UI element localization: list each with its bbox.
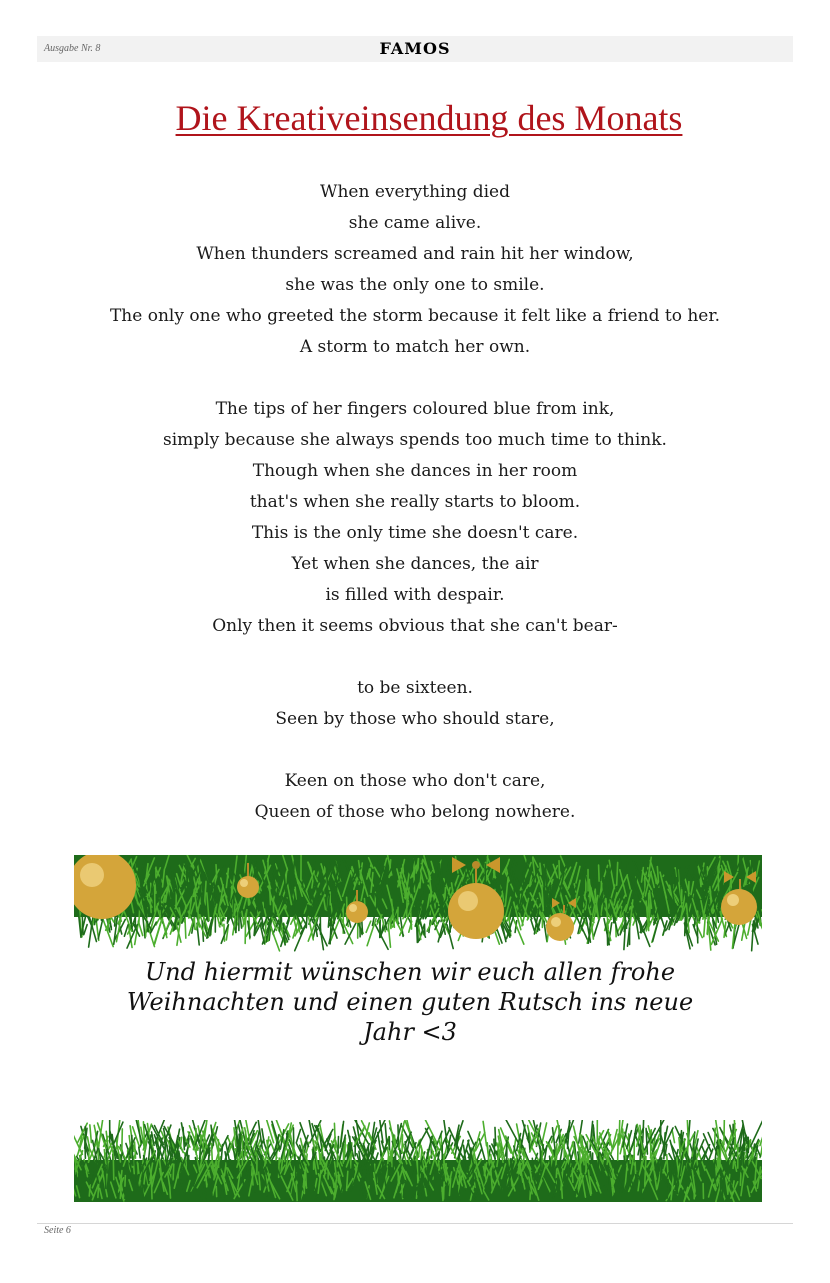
- poem-line: A storm to match her own.: [299, 337, 531, 357]
- poem-line: When thunders screamed and rain hit her window,: [196, 244, 634, 264]
- poem-line: This is the only time she doesn't care.: [251, 523, 579, 543]
- poem-line: Only then it seems obvious that she can't bear-: [212, 616, 618, 636]
- poem-line: simply because she always spends too much time to think.: [163, 430, 667, 450]
- poem-stanza: [0, 177, 830, 363]
- page-number: Seite 6: [44, 1225, 71, 1236]
- poem: [0, 177, 830, 828]
- poem-stanza: [0, 673, 830, 735]
- ornament-icon: [721, 871, 757, 925]
- ornament-icon: [448, 857, 504, 939]
- poem-line: The only one who greeted the storm because it felt like a friend to her.: [109, 306, 721, 326]
- fir-branches: [74, 855, 762, 951]
- poem-line: she came alive.: [348, 213, 482, 233]
- poem-line: she was the only one to smile.: [285, 275, 545, 295]
- page-title: Die Kreativeinsendung des Monats: [175, 98, 683, 138]
- poem-line: Keen on those who don't care,: [284, 771, 546, 791]
- poem-line: Seen by those who should stare,: [275, 709, 555, 729]
- poem-line: Queen of those who belong nowhere.: [254, 802, 576, 822]
- poem-line: When everything died: [319, 182, 510, 202]
- christmas-garland-top: [74, 855, 762, 955]
- greeting-line: Weihnachten und einen guten Rutsch ins neue: [126, 988, 694, 1016]
- poem-line: Though when she dances in her room: [252, 461, 578, 481]
- issue-number: Ausgabe Nr. 8: [44, 43, 101, 54]
- fir-branches: [74, 1120, 762, 1202]
- poem-line: Yet when she dances, the air: [291, 554, 539, 574]
- poem-line: is filled with despair.: [325, 585, 505, 605]
- greeting-line: Jahr <3: [363, 1018, 457, 1046]
- poem-stanza: [0, 766, 830, 828]
- footer-divider: [37, 1223, 793, 1224]
- poem-line: that's when she really starts to bloom.: [249, 492, 581, 512]
- poem-line: to be sixteen.: [357, 678, 473, 698]
- poem-stanza: [0, 394, 830, 642]
- holiday-greeting: [0, 957, 820, 1047]
- christmas-garland-bottom: [74, 1120, 762, 1202]
- greeting-line: Und hiermit wünschen wir euch allen frohe: [144, 958, 676, 986]
- magazine-name: FAMOS: [379, 39, 451, 58]
- poem-line: The tips of her fingers coloured blue from ink,: [215, 399, 615, 419]
